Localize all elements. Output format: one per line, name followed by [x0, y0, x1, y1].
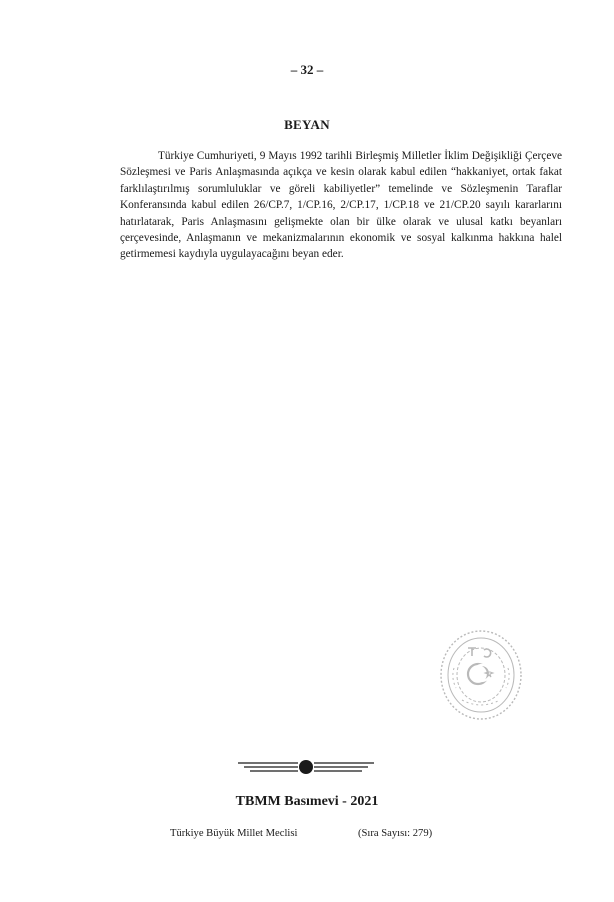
page-number: – 32 –: [290, 62, 324, 77]
declaration-paragraph: Türkiye Cumhuriyeti, 9 Mayıs 1992 tarihli Birleşmiş Milletler İklim Değişikliği Çerçeve Sözleşmesi ve Paris Anlaşmasında açıkça ve kesin olarak kabul edilen “hakkaniyet, ortak fakat farklılaştırılmış sorumluluklar ve göreli kabiliyetler” temelinde ve Sözleşmenin Taraflar Konferansında kabul edilen 26/CP.7, 1/CP.16, 2/CP.17, 1/CP.18 ve 21/CP.20 sayılı kararlarını hatırlatarak, Paris Anlaşmasını gelişmekte olan bir ülke olarak ve ulusal katkı beyanları çerçevesinde, Anlaşmanın ve mekanizmalarının ekonomik ve sosyal kalkınma hakkına halel getirmemesi kaydıyla uygulayacağını beyan eder.: [120, 150, 562, 261]
sequence-number: (Sıra Sayısı: 279): [358, 828, 433, 839]
institution-name: Türkiye Büyük Millet Meclisi: [170, 828, 298, 839]
press-name: TBMM Basımevi - 2021: [235, 794, 379, 809]
ornamental-divider: [238, 757, 374, 777]
official-seal-icon: [438, 628, 524, 722]
page-title: BEYAN: [284, 117, 330, 132]
